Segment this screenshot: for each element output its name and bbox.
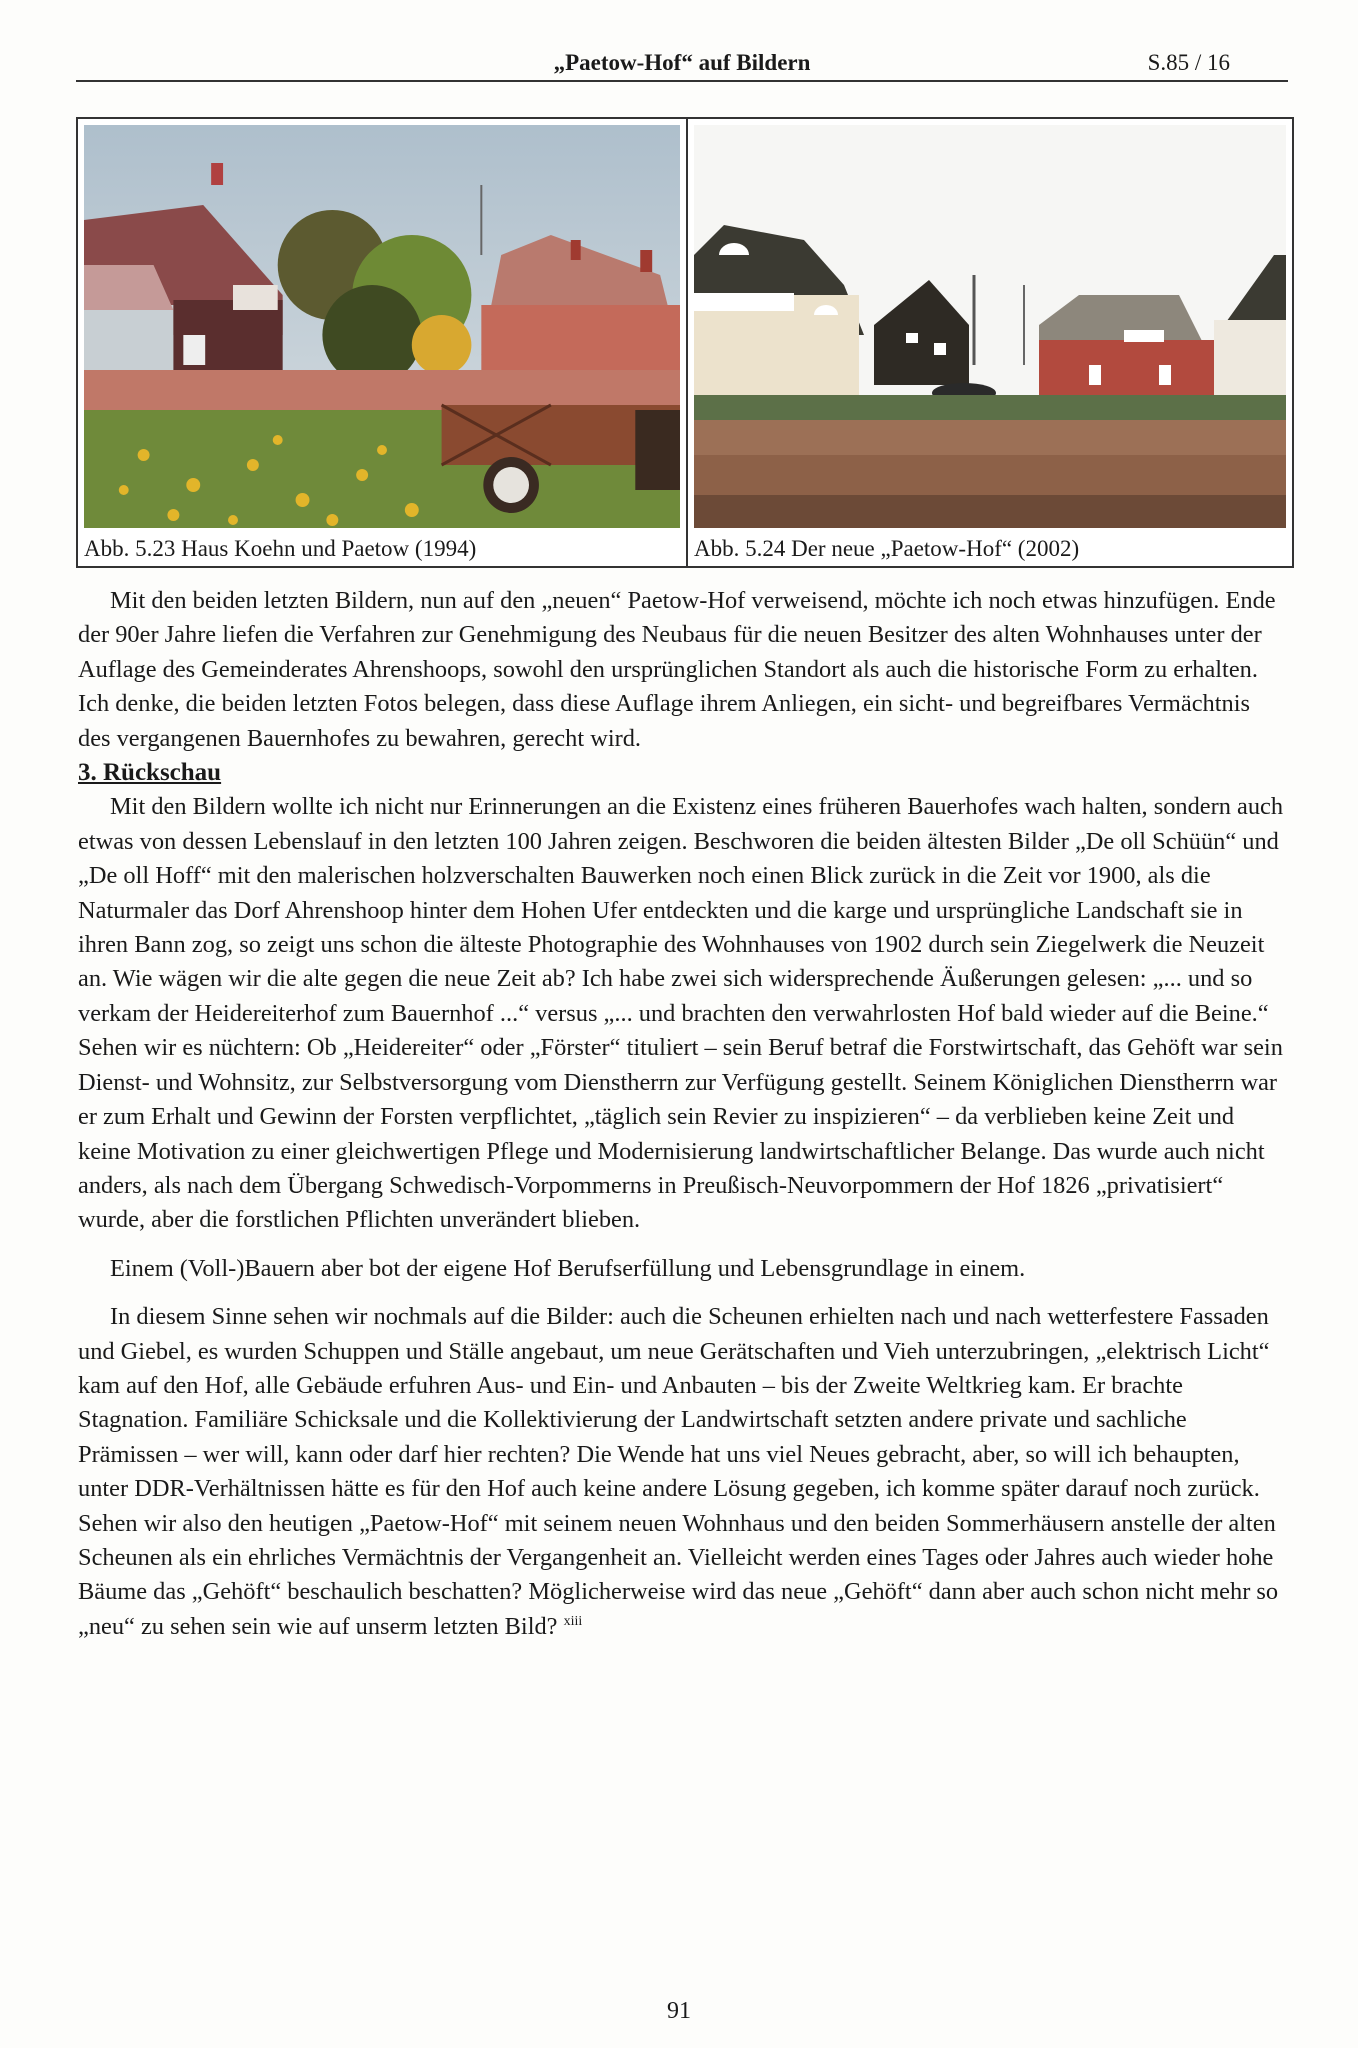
figure-table bbox=[76, 117, 1294, 568]
photo-1994-illustration bbox=[84, 125, 680, 528]
paragraph: Mit den beiden letzten Bildern, nun auf den „neuen“ Paetow-Hof verweisend, möchte ich noch etwas hinzufügen. Ende der 90er Jahre liefen die Verfahren zur Genehmigung des Neubaus für die neuen Besitzer des alten Wohnhauses unter der Auflage des Gemeinderates Ahrenshoops, sowohl den ursprünglichen Standort als auch die historische Form zu erhalten. Ich denke, die beiden letzten Fotos belegen, dass diese Auflage ihrem Anliegen, ein sicht- und begreifbares Vermächtnis des vergangenen Bauernhofes zu bewahren, gerecht wird. bbox=[78, 587, 1276, 752]
paragraph-with-footnote bbox=[78, 1300, 1284, 1644]
page-number: 91 bbox=[667, 1998, 691, 2024]
running-title: „Paetow-Hof“ auf Bildern bbox=[553, 50, 811, 75]
paragraph: Mit den Bildern wollte ich nicht nur Erinnerungen an die Existenz eines früheren Bauerhofes wach halten, sondern auch etwas von dessen Lebenslauf in den letzten 100 Jahren zeigen. Beschworen die beiden ältesten Bilder „De oll Schüün“ und „De oll Hoff“ mit den malerischen holzverschalten Bauwerken noch einen Blick zurück in die Zeit vor 1900, als die Naturmaler das Dorf Ahrenshoop hinter dem Hohen Ufer entdeckten und die karge und ursprüngliche Landschaft sie in ihren Bann zog, so zeigt uns schon die älteste Photographie des Wohnhauses von 1902 durch sein Ziegelwerk die Neuzeit an. Wie wägen wir die alte gegen die neue Zeit ab? Ich habe zwei sich widersprechende Äußerungen gelesen: „... und so verkam der Heidereiterhof zum Bauernhof ...“ versus „... und brachten den verwahrlosten Hof bald wieder auf die Beine.“ Sehen wir es nüchtern: Ob „Heidereiter“ oder „Förster“ tituliert – sein Beruf betraf die Forstwirtschaft, das Gehöft war sein Dienst- und Wohnsitz, zur Selbstversorgung vom Dienstherrn zur Verfügung gestellt. Seinem Königlichen Dienstherrn war er zum Erhalt und Gewinn der Forsten verpflichtet, „täglich sein Revier zu inspizieren“ – da verblieben keine Zeit und keine Motivation zu einer gleichwertigen Pflege und Modernisierung landwirtschaftlicher Belange. Das wurde auch nicht anders, als nach dem Übergang Schwedisch-Vorpommerns in Preußisch-Neuvorpommern der Hof 1826 „privatisiert“ wurde, aber die forstlichen Pflichten unverändert blieben. bbox=[78, 793, 1284, 1234]
section-heading: 3. Rückschau bbox=[78, 759, 222, 787]
photo-haus-koehn-paetow bbox=[84, 125, 680, 528]
figure-caption: Abb. 5.24 Der neue „Paetow-Hof“ (2002) bbox=[694, 536, 1080, 561]
page-reference: S.85 / 16 bbox=[1147, 50, 1230, 75]
body-text bbox=[78, 584, 1284, 1644]
figure-5-24 bbox=[688, 119, 1292, 566]
paragraph: Einem (Voll-)Bauern aber bot der eigene Hof Berufserfüllung und Lebensgrundlage in einem. bbox=[110, 1254, 1026, 1282]
photo-neuer-paetow-hof bbox=[694, 125, 1286, 528]
figure-caption: Abb. 5.23 Haus Koehn und Paetow (1994) bbox=[84, 536, 477, 561]
photo-2002-illustration bbox=[694, 125, 1286, 528]
paragraph-text: In diesem Sinne sehen wir nochmals auf die Bilder: auch die Scheunen erhielten nach und nach wetterfestere Fassaden und Giebel, es wurden Schuppen und Ställe angebaut, um neue Gerätschaften und Vieh unterzubringen, „elektrisch Licht“ kam auf den Hof, alle Gebäude erfuhren Aus- und Ein- und Anbauten – bis der Zweite Weltkrieg kam. Er brachte Stagnation. Familiäre Schicksale und die Kollektivierung der Landwirtschaft setzten andere private und sachliche Prämissen – wer will, kann oder darf hier rechten? Die Wende hat uns viel Neues gebracht, aber, so will ich behaupten, unter DDR-Verhältnissen hätte es für den Hof auch keine andere Lösung gegeben, ich komme später darauf noch zurück. Sehen wir also den heutigen „Paetow-Hof“ mit seinem neuen Wohnhaus und den beiden Sommerhäusern anstelle der alten Scheunen als ein ehrliches Vermächtnis der Vergangenheit an. Vielleicht werden eines Tages oder Jahres auch wieder hohe Bäume das „Gehöft“ beschaulich beschatten? Möglicherweise wird das neue „Gehöft“ dann aber auch schon nicht mehr so „neu“ zu sehen sein wie auf unserm letzten Bild? bbox=[78, 1303, 1279, 1640]
page-header bbox=[76, 46, 1288, 82]
footnote-reference[interactable]: xiii bbox=[563, 1613, 583, 1629]
figure-5-23 bbox=[78, 119, 688, 566]
